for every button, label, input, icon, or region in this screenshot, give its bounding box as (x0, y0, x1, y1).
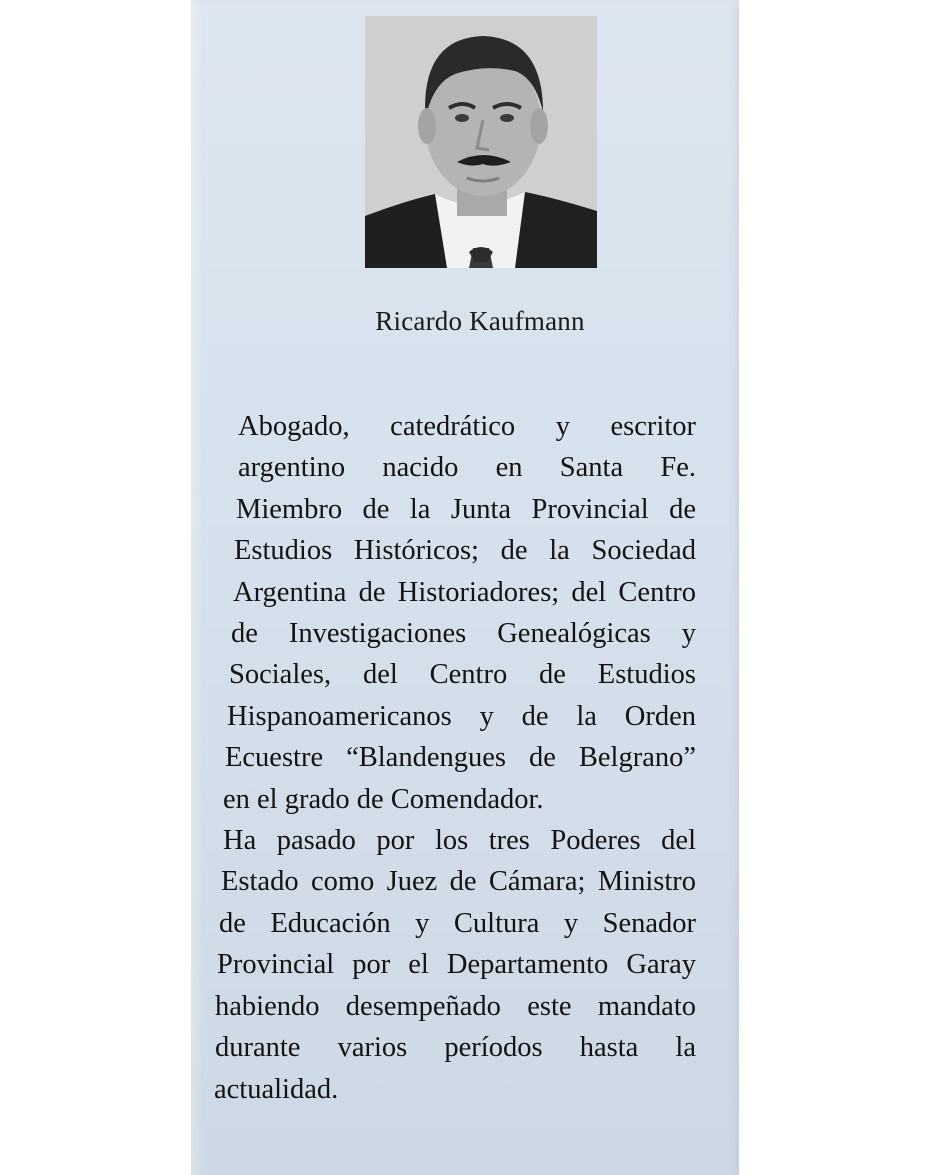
author-biography (214, 406, 696, 1110)
bio-line: Sociales, del Centro de Estudios (229, 659, 696, 691)
bio-line: Abogado, catedrático y escritor (238, 411, 696, 442)
bio-line: Provincial por el Departamento Garay (217, 949, 696, 981)
bio-line: Argentina de Historiadores; del Centro (233, 576, 696, 608)
bio-line: habiendo desempeñado este mandato (215, 990, 696, 1022)
bio-line: Ecuestre “Blandengues de Belgrano” (225, 742, 696, 774)
author-photo (365, 16, 597, 268)
bio-line: Miembro de la Junta Provincial de (236, 493, 696, 525)
author-name: Ricardo Kaufmann (375, 306, 585, 336)
bio-line: Estado como Juez de Cámara; Ministro (221, 866, 696, 898)
bio-line: actualidad. (214, 1073, 339, 1105)
bio-line: Hispanoamericanos y de la Orden (227, 700, 696, 732)
bio-line: durante varios períodos hasta la (215, 1032, 696, 1064)
bio-line: de Investigaciones Genealógicas y (231, 618, 696, 650)
portrait-image (365, 16, 597, 268)
bio-line: Estudios Históricos; de la Sociedad (234, 535, 696, 567)
bio-line: Ha pasado por los tres Poderes del (223, 825, 696, 857)
bio-line: de Educación y Cultura y Senador (219, 907, 696, 939)
bio-line: en el grado de Comendador. (223, 783, 544, 815)
bio-line: argentino nacido en Santa Fe. (238, 452, 696, 484)
